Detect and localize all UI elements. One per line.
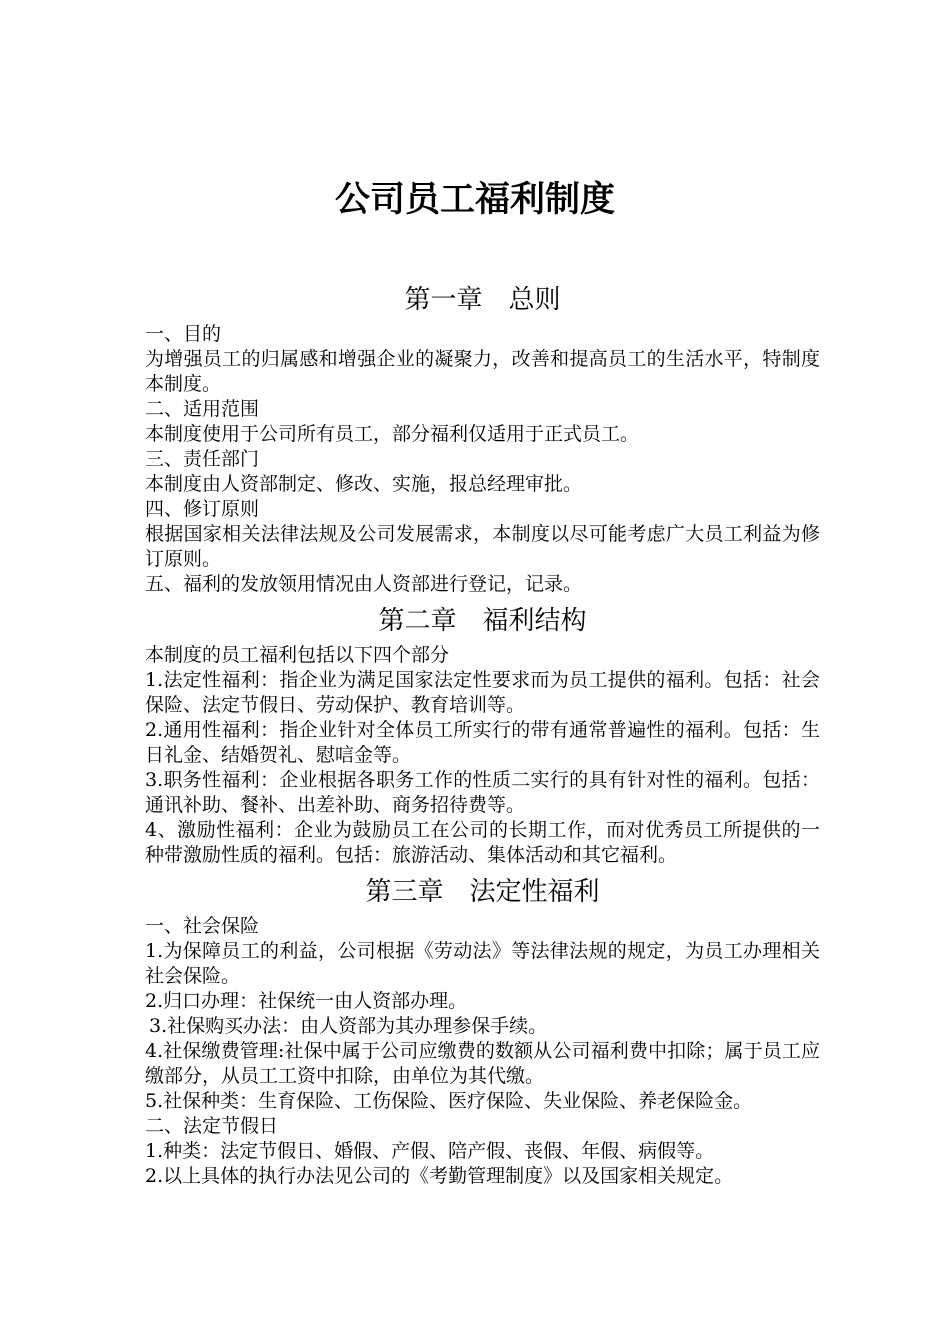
paragraph: 为增强员工的归属感和增强企业的凝聚力，改善和提高员工的生活水平，特制度本制度。 [145, 348, 820, 395]
list-item: 1.种类：法定节假日、婚假、产假、陪产假、丧假、年假、病假等。 [145, 1140, 715, 1162]
list-item: 5.社保种类：生育保险、工伤保险、医疗保险、失业保险、养老保险金。 [145, 1090, 753, 1112]
list-item: 3.社保购买办法：由人资部为其办理参保手续。 [149, 1015, 548, 1037]
section-heading: 二、法定节假日 [145, 1115, 279, 1137]
section-heading: 五、福利的发放领用情况由人资部进行登记，记录。 [145, 573, 583, 595]
chapter-1-section [145, 322, 820, 597]
section-heading: 三、责任部门 [145, 448, 260, 470]
paragraph: 本制度由人资部制定、修改、实施，报总经理审批。 [145, 473, 583, 495]
section-heading: 一、社会保险 [145, 915, 260, 937]
document-title: 公司员工福利制度 [334, 179, 615, 220]
chapter-1-heading: 第一章 总则 [404, 285, 561, 315]
document-body [145, 280, 820, 1189]
list-item: 4、激励性福利：企业为鼓励员工在公司的长期工作，而对优秀员工所提供的一种带激励性质的福利。包括：旅游活动、集体活动和其它福利。 [145, 819, 820, 866]
chapter-3-heading: 第三章 法定性福利 [365, 877, 600, 907]
list-item: 1.为保障员工的利益，公司根据《劳动法》等法律法规的规定，为员工办理相关社会保险。 [145, 940, 820, 987]
list-item: 4.社保缴费管理:社保中属于公司应缴费的数额从公司福利费中扣除；属于员工应缴部分，从员工工资中扣除，由单位为其代缴。 [145, 1040, 820, 1087]
section-heading: 一、目的 [145, 323, 222, 345]
list-item: 3.职务性福利：企业根据各职务工作的性质二实行的具有针对性的福利。包括：通讯补助、餐补、出差补助、商务招待费等。 [145, 769, 820, 816]
list-item: 2.归口办理：社保统一由人资部办理。 [145, 990, 468, 1012]
chapter-2-heading: 第二章 福利结构 [378, 606, 587, 636]
paragraph: 本制度使用于公司所有员工，部分福利仅适用于正式员工。 [145, 423, 640, 445]
chapter-3-section [145, 914, 820, 1189]
list-item: 2.以上具体的执行办法见公司的《考勤管理制度》以及国家相关规定。 [145, 1165, 734, 1187]
paragraph: 根据国家相关法律法规及公司发展需求，本制度以尽可能考虑广大员工利益为修订原则。 [145, 523, 820, 570]
chapter-2-section [145, 643, 820, 868]
paragraph: 本制度的员工福利包括以下四个部分 [145, 644, 450, 666]
section-heading: 二、适用范围 [145, 398, 260, 420]
list-item: 2.通用性福利：指企业针对全体员工所实行的带有通常普遍性的福利。包括：生日礼金、结婚贺礼、慰唁金等。 [145, 719, 820, 766]
list-item: 1.法定性福利：指企业为满足国家法定性要求而为员工提供的福利。包括：社会保险、法定节假日、劳动保护、教育培训等。 [145, 669, 820, 716]
section-heading: 四、修订原则 [145, 498, 260, 520]
